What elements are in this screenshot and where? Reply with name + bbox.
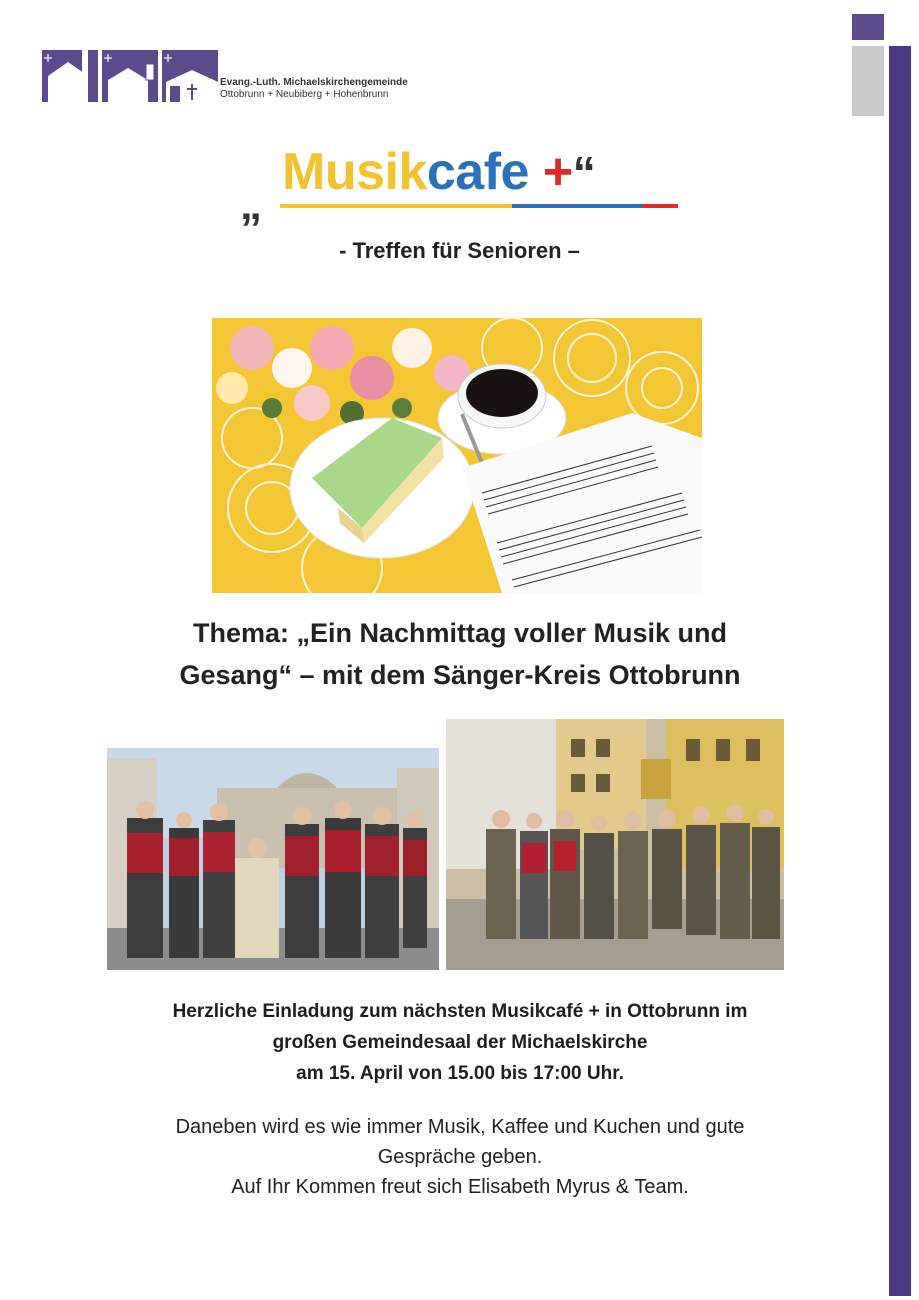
info-text — [60, 1112, 860, 1202]
org-line1: Evang.-Luth. Michaelskirchengemeinde — [220, 77, 408, 88]
title-close-quote: “ — [572, 147, 596, 199]
cake-coffee-photo — [212, 318, 702, 593]
decor-bar-right — [889, 46, 911, 1296]
info-line3: Auf Ihr Kommen freut sich Elisabeth Myrus & Team. — [231, 1176, 689, 1198]
info-line1: Daneben wird es wie immer Musik, Kaffee und Kuchen und gute — [175, 1116, 745, 1138]
choir-photo-rome — [107, 748, 439, 970]
invitation-date-line: am 15. April von 15.00 bis 17:00 Uhr. — [296, 1063, 624, 1084]
decor-bar-grey — [852, 46, 884, 116]
title-plus: + — [542, 143, 573, 201]
theme-heading — [100, 612, 820, 696]
title-underline-yellow — [280, 204, 512, 208]
org-line2: Ottobrunn + Neubiberg + Hohenbrunn — [220, 89, 389, 100]
title-underline-blue — [512, 204, 642, 208]
info-line2: Gespräche geben. — [377, 1146, 543, 1168]
invitation-line2: großen Gemeindesaal der Michaelskirche — [272, 1032, 648, 1053]
choir-photo-town — [446, 719, 784, 970]
title-word-cafe: cafe — [426, 143, 529, 201]
event-title — [240, 140, 680, 229]
invitation-text — [60, 996, 860, 1089]
subtitle: - Treffen für Senioren – — [339, 238, 580, 263]
title-underline-red — [642, 204, 678, 208]
organization-name — [220, 77, 408, 101]
title-word-musik: Musik — [282, 143, 427, 201]
church-logo-icon — [42, 46, 222, 102]
decor-bar-top — [852, 14, 884, 40]
title-open-quote: „ — [240, 180, 262, 229]
invitation-line1: Herzliche Einladung zum nächsten Musikcafé + in Ottobrunn im — [172, 1001, 748, 1022]
theme-line2: Gesang“ – mit dem Sänger-Kreis Ottobrunn — [179, 660, 741, 690]
theme-line1: Thema: „Ein Nachmittag voller Musik und — [192, 618, 728, 648]
